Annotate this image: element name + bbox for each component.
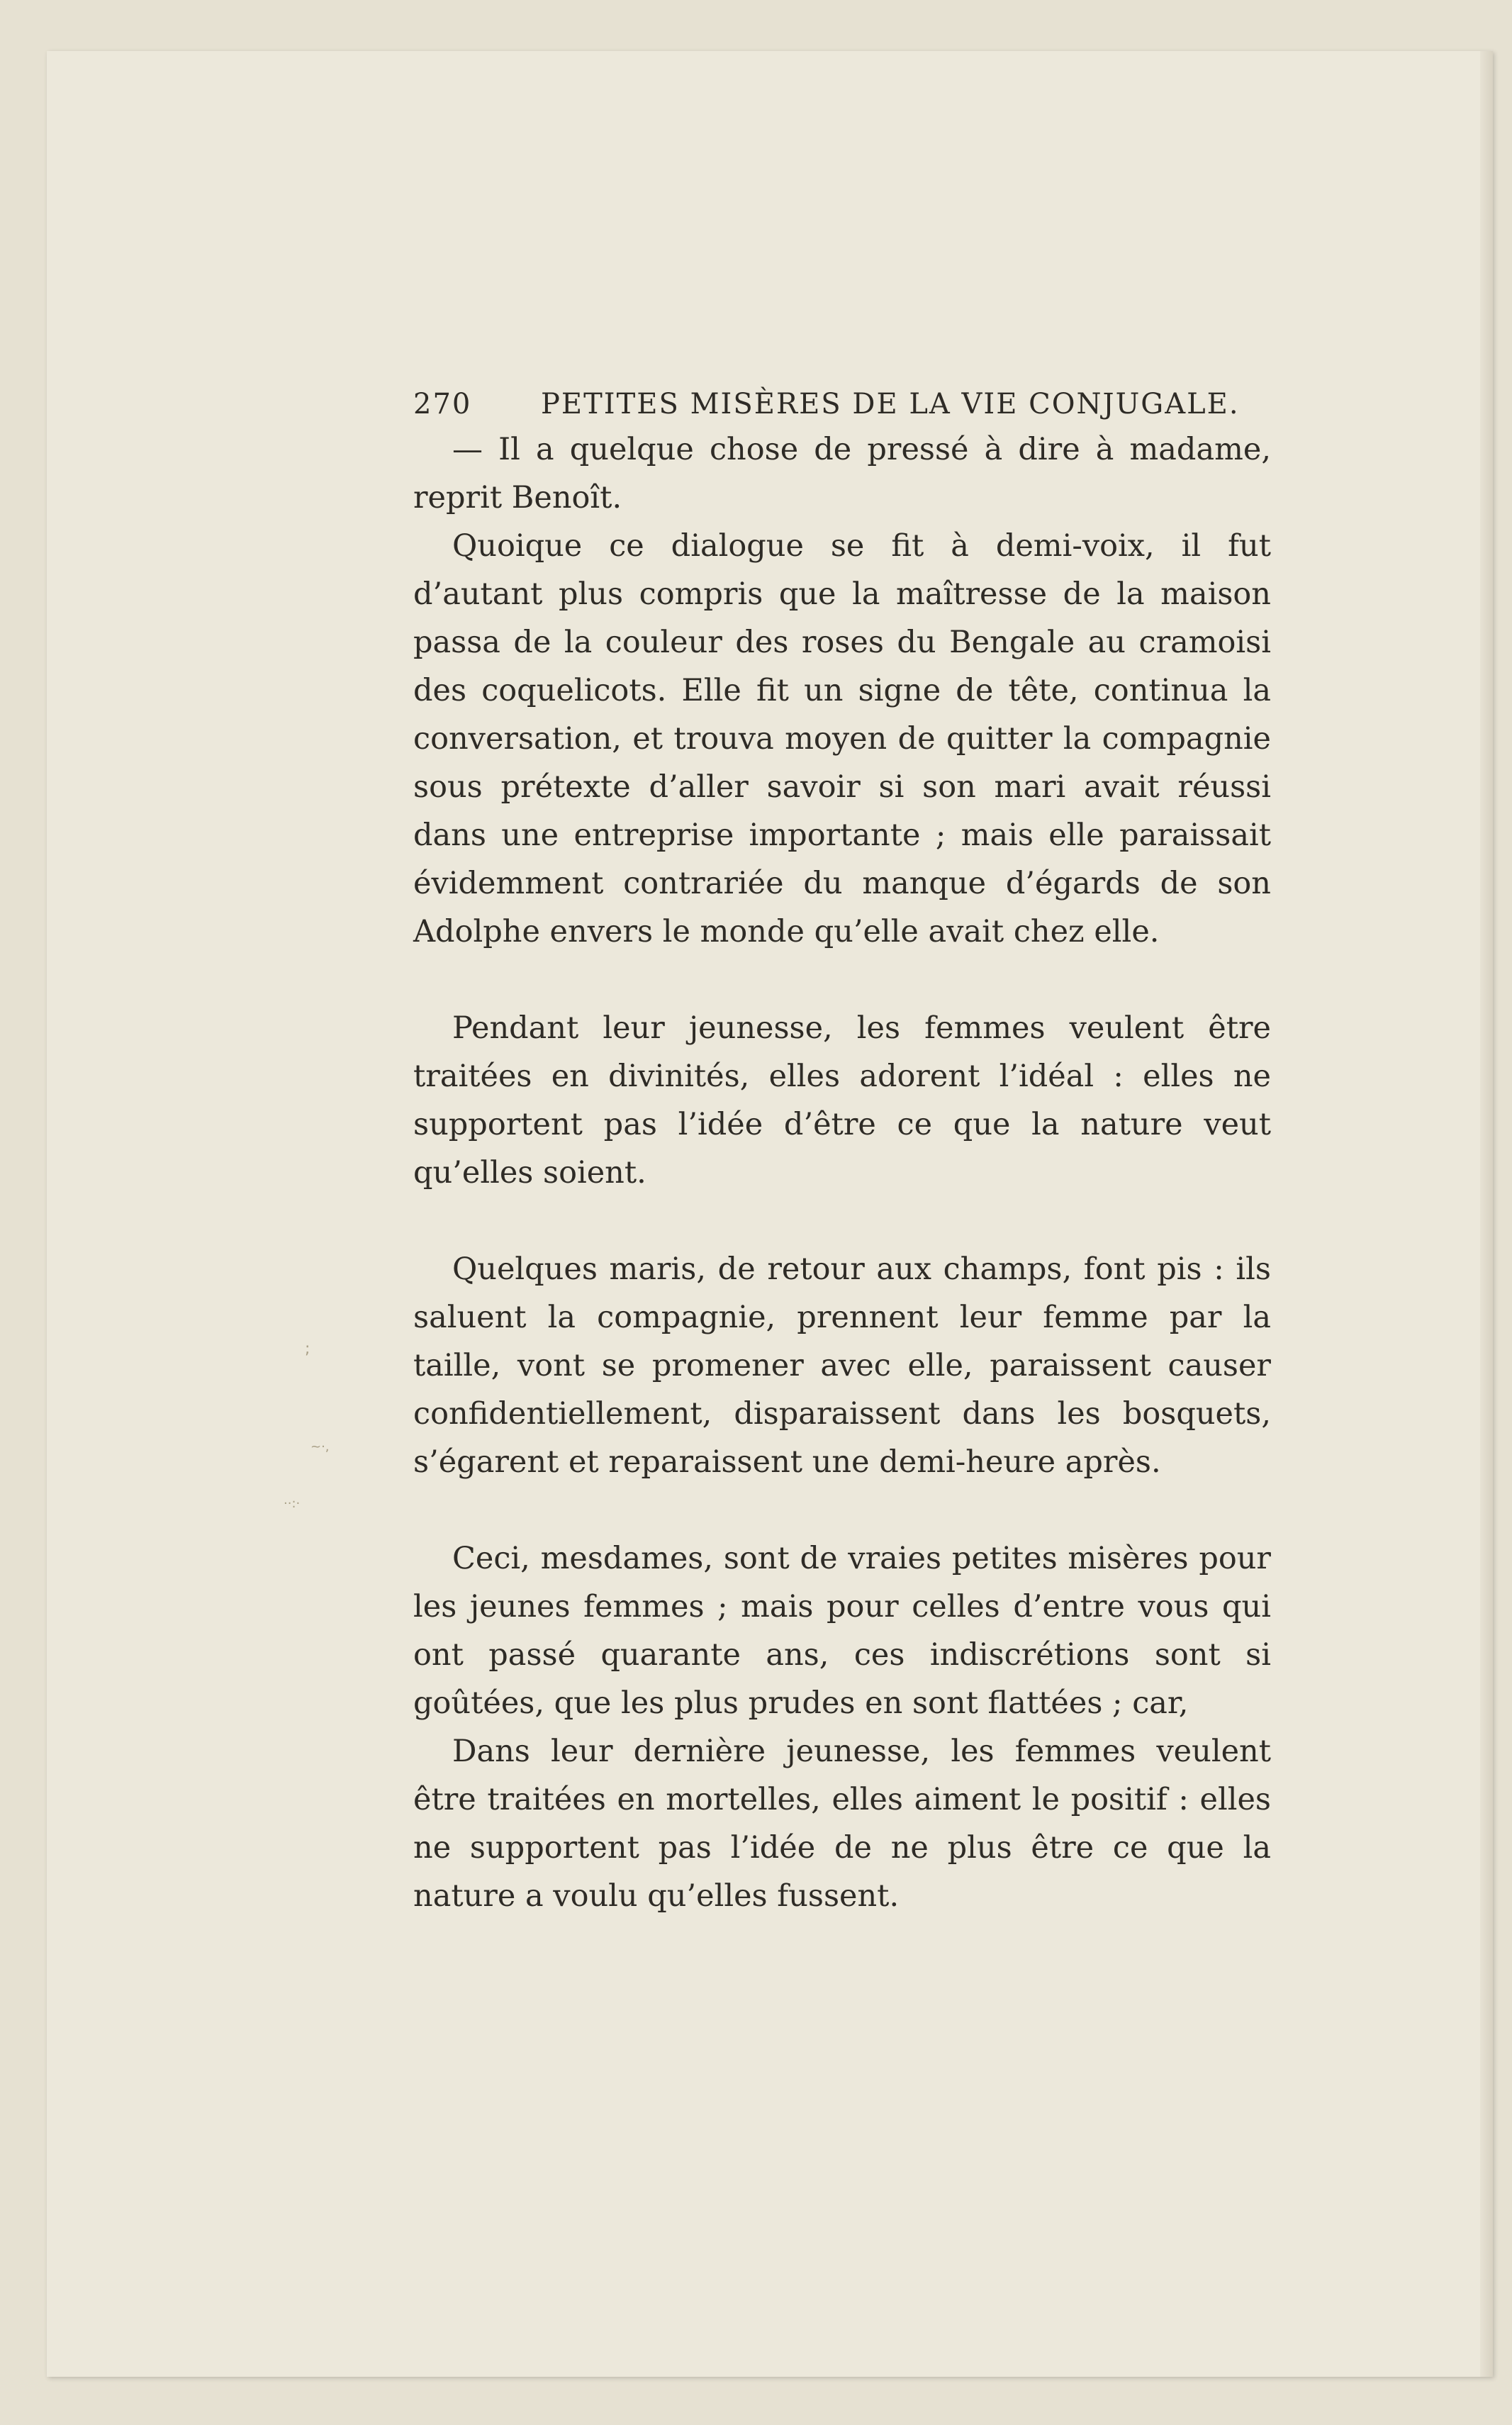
paragraph-dialogue: — Il a quelque chose de pressé à dire à madame, reprit Benoît.: [413, 432, 1271, 515]
page-edge: [1480, 51, 1493, 2377]
paragraph-narrative: Quoique ce dialogue se fit à demi-voix, il fut d’autant plus compris que la maîtresse de la maison passa de la couleur des roses du Bengale au cramoisi des coquelicots. Elle fit un signe de tête, continua la conversation, et trouva moyen de quitter la compagnie sous prétexte d’aller savoir si son mari avait réussi dans une entreprise importante ; mais elle paraissait évidemment contrariée du manque d’égards de son Adolphe envers le monde qu’elle avait chez elle.: [413, 528, 1271, 949]
margin-speck: ;: [305, 1340, 310, 1358]
paragraph-youth: Pendant leur jeunesse, les femmes veulent être traitées en divinités, elles adorent l’idéal : elles ne supportent pas l’idée d’être ce que la nature veut qu’elles soient.: [413, 1010, 1271, 1191]
running-head: [413, 369, 1271, 425]
paragraph-gap: [413, 956, 1271, 1004]
page-number: 270: [413, 388, 472, 420]
paragraph-husbands: Quelques maris, de retour aux champs, font pis : ils saluent la compagnie, prennent leur femme par la taille, vont se promener avec elle, paraissent causer confidentiellement, disparaissent dans les bosquets, s’égarent et reparaissent une demi-heure après.: [413, 1251, 1271, 1480]
paragraph-gap: [413, 1486, 1271, 1534]
paragraph-mesdames: Ceci, mesdames, sont de vraies petites misères pour les jeunes femmes ; mais pour celles d’entre vous qui ont passé quarante ans, ces indiscrétions sont si goûtées, que les plus prudes en sont flattées ; car,: [413, 1541, 1271, 1721]
running-title: PETITES MISÈRES DE LA VIE CONJUGALE.: [541, 388, 1240, 420]
page-text: [413, 369, 1271, 1920]
margin-stain: ~·,: [310, 1439, 330, 1454]
paragraph-last-youth: Dans leur dernière jeunesse, les femmes veulent être traitées en mortelles, elles aiment le positif : elles ne supportent pas l’idée de ne plus être ce que la nature a voulu qu’elles fussent.: [413, 1734, 1271, 1914]
paragraph-gap: [413, 1197, 1271, 1245]
margin-stain-2: ··:·: [284, 1496, 301, 1511]
